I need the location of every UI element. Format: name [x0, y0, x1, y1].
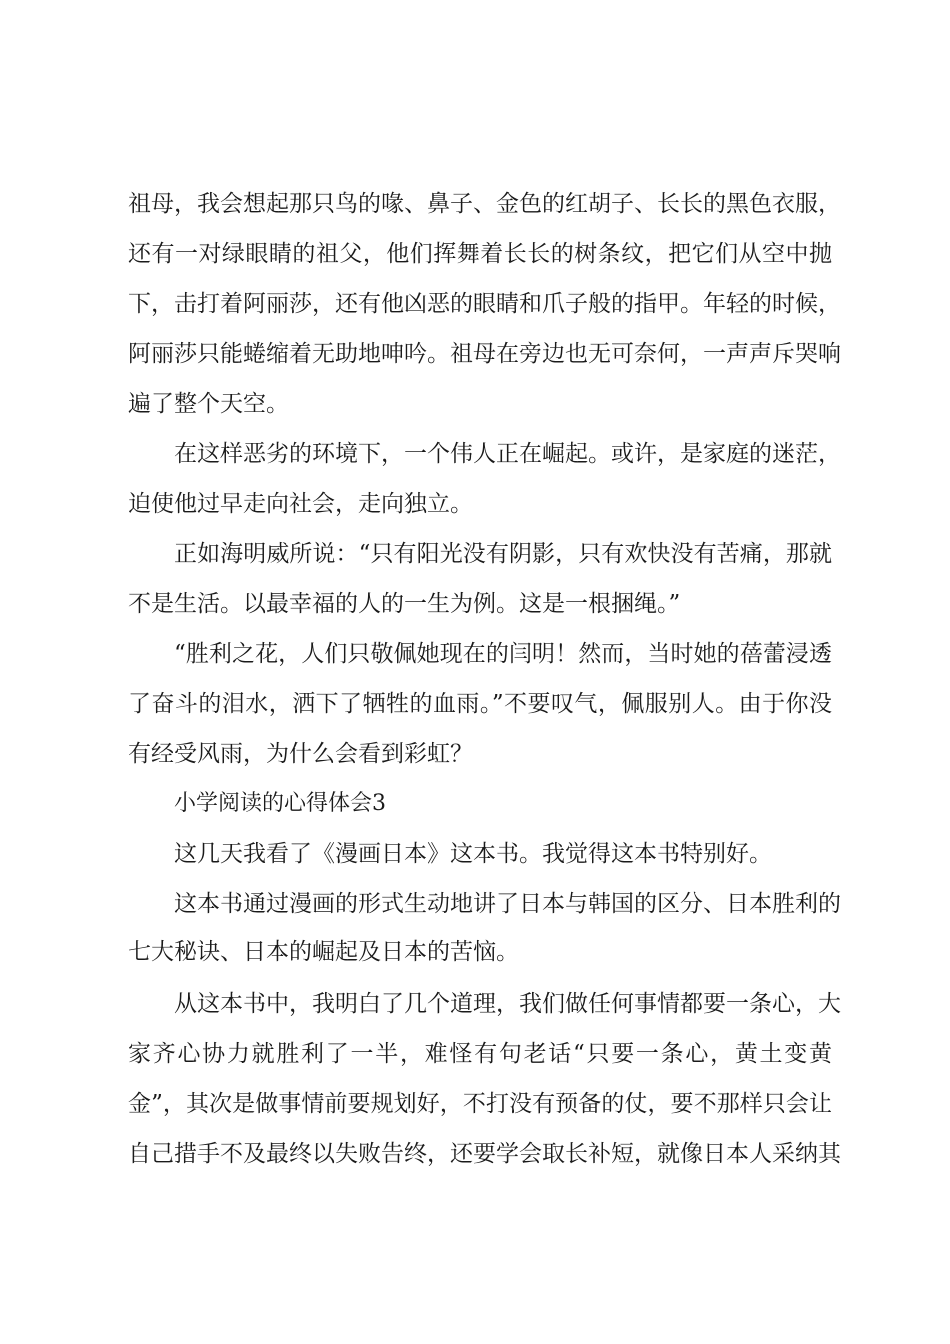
paragraph-line: 有经受风雨，为什么会看到彩虹？	[128, 741, 473, 767]
paragraph-line: 正如海明威所说：“只有阳光没有阴影，只有欢快没有苦痛，那就	[174, 541, 832, 567]
paragraph-line: 从这本书中，我明白了几个道理，我们做任何事情都要一条心，大	[174, 991, 841, 1017]
paragraph-line: 金”，其次是做事情前要规划好，不打没有预备的仗，要不那样只会让	[128, 1091, 832, 1117]
paragraph-line: 七大秘诀、日本的崛起及日本的苦恼。	[128, 939, 519, 965]
paragraph-line: 还有一对绿眼睛的祖父，他们挥舞着长长的树条纹，把它们从空中抛	[128, 241, 832, 267]
paragraph-line: “胜利之花，人们只敬佩她现在的闫明！然而，当时她的蓓蕾浸透	[174, 641, 832, 667]
paragraph-line: 遍了整个天空。	[128, 391, 289, 417]
section-heading: 小学阅读的心得体会3	[174, 791, 386, 816]
paragraph-line: 在这样恶劣的环境下，一个伟人正在崛起。或许，是家庭的迷茫，	[174, 441, 841, 467]
paragraph-line: 这本书通过漫画的形式生动地讲了日本与韩国的区分、日本胜利的	[174, 891, 841, 917]
paragraph-line: 这几天我看了《漫画日本》这本书。我觉得这本书特别好。	[174, 841, 772, 867]
paragraph-line: 迫使他过早走向社会，走向独立。	[128, 491, 473, 517]
paragraph-line: 家齐心协力就胜利了一半，难怪有句老话“只要一条心，黄土变黄	[128, 1041, 832, 1067]
paragraph-line: 了奋斗的泪水，洒下了牺牲的血雨。”不要叹气，佩服别人。由于你没	[128, 691, 832, 717]
paragraph-line: 不是生活。以最幸福的人的一生为例。这是一根捆绳。”	[128, 591, 681, 617]
paragraph-line: 自己措手不及最终以失败告终，还要学会取长补短，就像日本人采纳其	[128, 1141, 841, 1167]
paragraph-line: 祖母，我会想起那只鸟的喙、鼻子、金色的红胡子、长长的黑色衣服，	[128, 191, 841, 217]
paragraph-line: 下，击打着阿丽莎，还有他凶恶的眼睛和爪子般的指甲。年轻的时候，	[128, 291, 841, 317]
paragraph-line: 阿丽莎只能蜷缩着无助地呻吟。祖母在旁边也无可奈何，一声声斥哭响	[128, 341, 841, 367]
